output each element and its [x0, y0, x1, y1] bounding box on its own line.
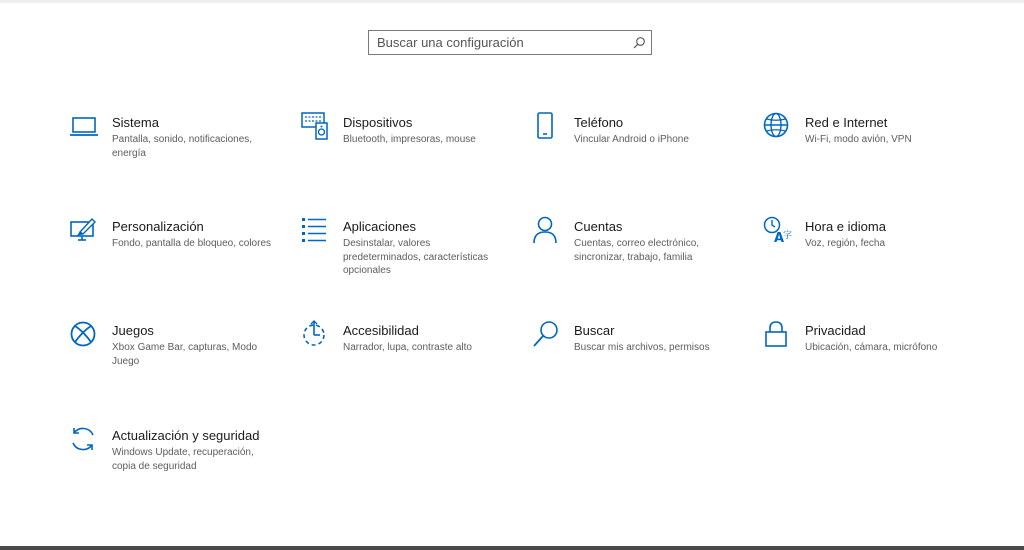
search-large-icon	[532, 320, 560, 348]
window-top-edge	[0, 0, 1024, 3]
apps-list-icon	[301, 216, 329, 244]
category-buscar[interactable]	[532, 320, 752, 400]
category-juegos[interactable]	[70, 320, 290, 400]
category-red[interactable]	[763, 112, 983, 192]
category-title: Juegos	[112, 323, 154, 338]
category-title: Personalización	[112, 219, 204, 234]
category-title: Privacidad	[805, 323, 866, 338]
laptop-icon	[70, 112, 98, 140]
lock-icon	[763, 320, 791, 348]
category-cuentas[interactable]	[532, 216, 752, 296]
category-description: Narrador, lupa, contraste alto	[343, 342, 472, 353]
category-description: Desinstalar, valores predeterminados, características opcionales	[343, 238, 489, 276]
category-description: Xbox Game Bar, capturas, Modo Juego	[112, 342, 258, 367]
search-box[interactable]	[368, 30, 652, 55]
category-description: Fondo, pantalla de bloqueo, colores	[112, 238, 272, 249]
category-description: Vincular Android o iPhone	[574, 134, 689, 145]
category-aplicaciones[interactable]	[301, 216, 521, 296]
category-dispositivos[interactable]	[301, 112, 521, 192]
category-personalizacion[interactable]	[70, 216, 290, 296]
category-title: Dispositivos	[343, 115, 413, 130]
category-actualizacion[interactable]	[70, 425, 290, 505]
accessibility-icon	[301, 320, 329, 348]
update-icon	[70, 425, 98, 453]
xbox-icon	[70, 320, 98, 348]
category-privacidad[interactable]	[763, 320, 983, 400]
category-description: Windows Update, recuperación, copia de seguridad	[112, 447, 254, 472]
taskbar-edge	[0, 546, 1024, 550]
time-language-icon	[763, 216, 791, 244]
personalization-icon	[70, 216, 98, 244]
category-description: Buscar mis archivos, permisos	[574, 342, 710, 353]
category-title: Aplicaciones	[343, 219, 416, 234]
svg-text:字: 字	[783, 231, 793, 241]
category-title: Actualización y seguridad	[112, 428, 260, 443]
category-description: Bluetooth, impresoras, mouse	[343, 134, 476, 145]
category-title: Red e Internet	[805, 115, 888, 130]
category-title: Accesibilidad	[343, 323, 419, 338]
category-hora[interactable]	[763, 216, 983, 296]
category-accesibilidad[interactable]	[301, 320, 521, 400]
category-title: Hora e idioma	[805, 219, 886, 234]
category-sistema[interactable]	[70, 112, 290, 192]
category-description: Voz, región, fecha	[805, 238, 886, 249]
search-icon[interactable]	[632, 36, 646, 50]
phone-icon	[532, 112, 560, 140]
category-description: Pantalla, sonido, notificaciones, energía	[112, 134, 253, 159]
category-title: Teléfono	[574, 115, 624, 130]
category-description: Ubicación, cámara, micrófono	[805, 342, 938, 353]
category-description: Wi-Fi, modo avión, VPN	[805, 134, 912, 145]
devices-icon	[301, 112, 329, 140]
category-description: Cuentas, correo electrónico, sincronizar, trabajo, familia	[574, 238, 700, 263]
category-telefono[interactable]	[532, 112, 752, 192]
search-input[interactable]	[369, 31, 625, 54]
svg-text:A: A	[774, 231, 785, 246]
category-title: Sistema	[112, 115, 159, 130]
person-icon	[532, 216, 560, 244]
category-title: Buscar	[574, 323, 615, 338]
category-title: Cuentas	[574, 219, 623, 234]
globe-icon	[763, 112, 791, 140]
